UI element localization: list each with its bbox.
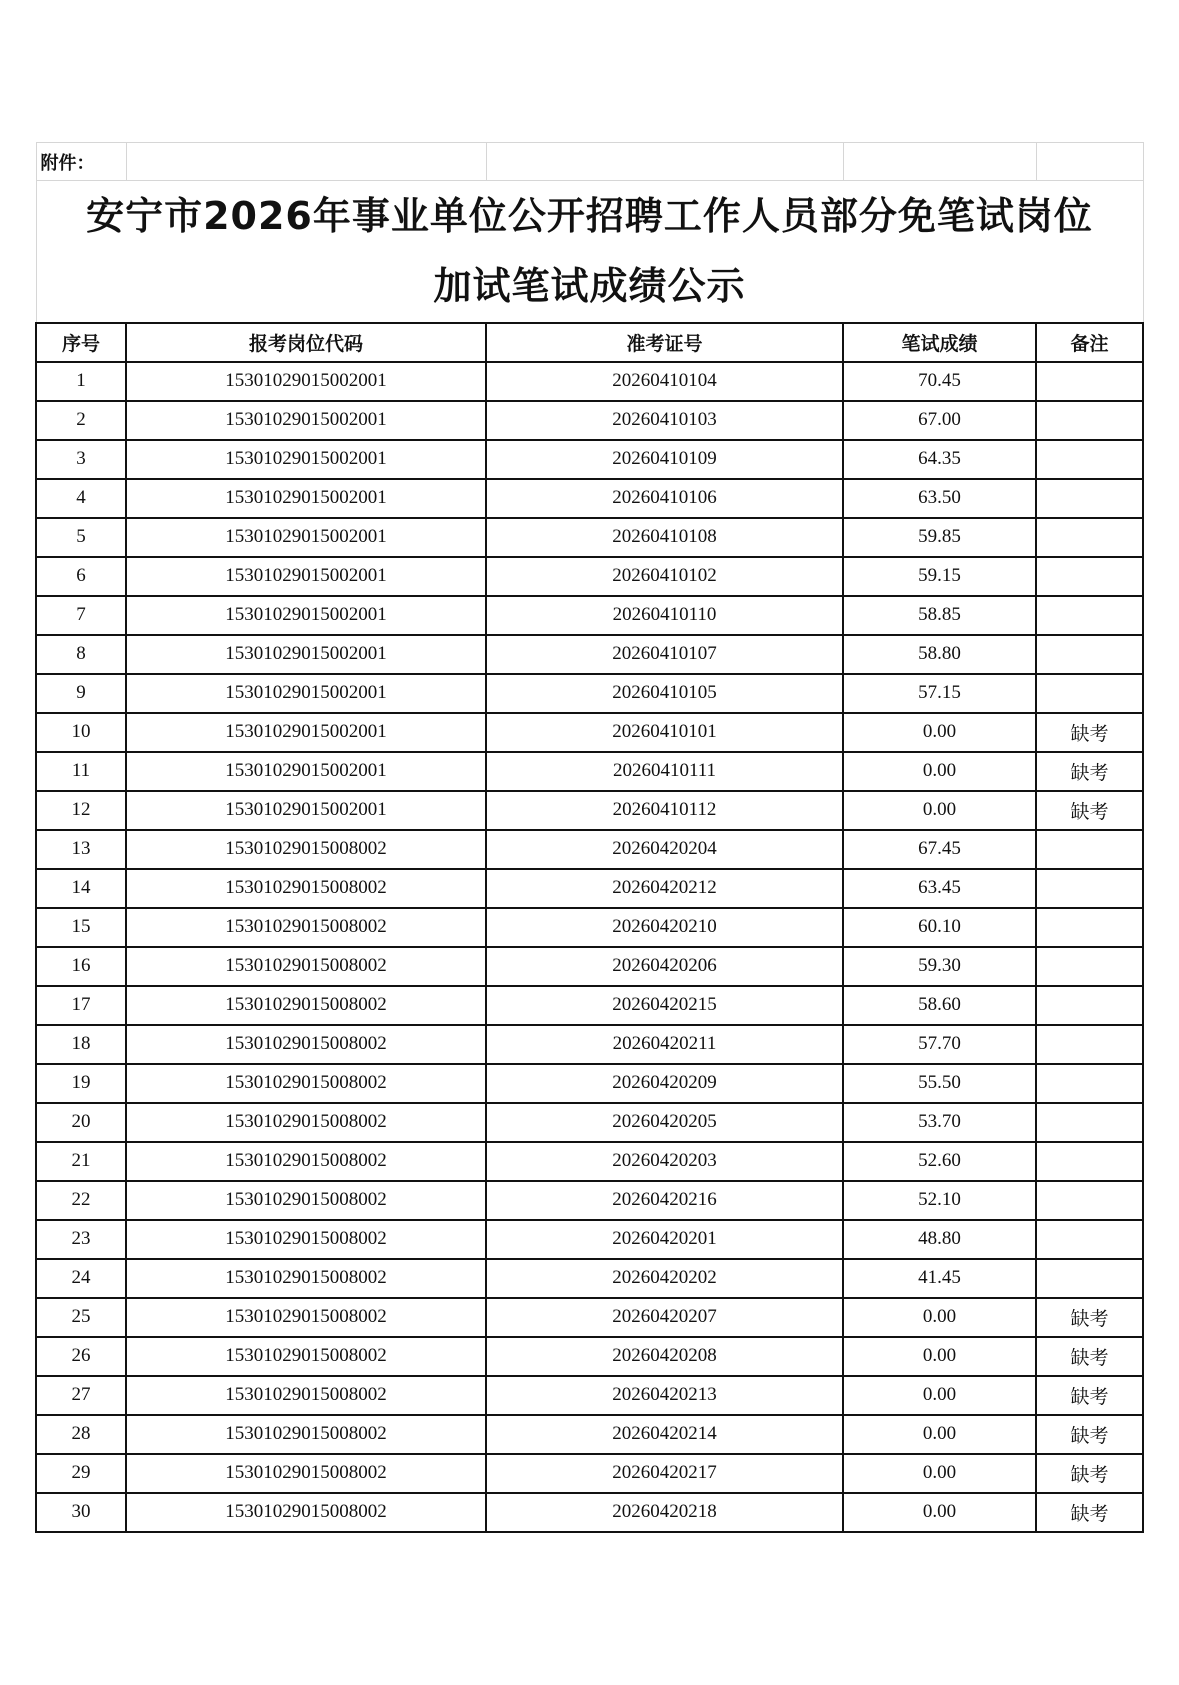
- cell-no: 13: [36, 830, 126, 869]
- cell-ticket-number: 20260420206: [486, 947, 843, 986]
- cell-position-code: 15301029015008002: [126, 1337, 486, 1376]
- cell-position-code: 15301029015008002: [126, 1493, 486, 1532]
- cell-remarks: [1036, 908, 1143, 947]
- table-row: [36, 986, 1143, 1025]
- table-row: [36, 1493, 1143, 1532]
- cell-position-code: 15301029015008002: [126, 1376, 486, 1415]
- cell-ticket-number: 20260410109: [486, 440, 843, 479]
- cell-ticket-number: 20260410101: [486, 713, 843, 752]
- cell-position-code: 15301029015008002: [126, 1220, 486, 1259]
- cell-no: 27: [36, 1376, 126, 1415]
- cell-ticket-number: 20260420204: [486, 830, 843, 869]
- cell-written-score: 60.10: [843, 908, 1036, 947]
- cell-remarks: [1036, 1259, 1143, 1298]
- cell-position-code: 15301029015002001: [126, 713, 486, 752]
- cell-written-score: 64.35: [843, 440, 1036, 479]
- cell-remarks: [1036, 1220, 1143, 1259]
- cell-no: 8: [36, 635, 126, 674]
- title-line-2: 加试笔试成绩公示: [433, 264, 746, 309]
- cell-position-code: 15301029015008002: [126, 1298, 486, 1337]
- cell-no: 22: [36, 1181, 126, 1220]
- cell-written-score: 59.15: [843, 557, 1036, 596]
- cell-position-code: 15301029015008002: [126, 1181, 486, 1220]
- cell-ticket-number: 20260410110: [486, 596, 843, 635]
- table-row: [36, 1259, 1143, 1298]
- cell-no: 10: [36, 713, 126, 752]
- cell-written-score: 59.85: [843, 518, 1036, 557]
- cell-position-code: 15301029015002001: [126, 479, 486, 518]
- cell-no: 26: [36, 1337, 126, 1376]
- cell-position-code: 15301029015008002: [126, 1064, 486, 1103]
- cell-ticket-number: 20260410107: [486, 635, 843, 674]
- table-row: [36, 1298, 1143, 1337]
- table-row: [36, 1025, 1143, 1064]
- table-row: [36, 752, 1143, 791]
- cell-written-score: 48.80: [843, 1220, 1036, 1259]
- cell-ticket-number: 20260420205: [486, 1103, 843, 1142]
- cell-written-score: 52.10: [843, 1181, 1036, 1220]
- cell-ticket-number: 20260420217: [486, 1454, 843, 1493]
- cell-position-code: 15301029015002001: [126, 674, 486, 713]
- cell-remarks: 缺考: [1036, 1493, 1143, 1532]
- cell-position-code: 15301029015002001: [126, 596, 486, 635]
- cell-written-score: 0.00: [843, 1493, 1036, 1532]
- cell-ticket-number: 20260420202: [486, 1259, 843, 1298]
- table-row: [36, 1181, 1143, 1220]
- cell-ticket-number: 20260410103: [486, 401, 843, 440]
- cell-ticket-number: 20260420211: [486, 1025, 843, 1064]
- cell-position-code: 15301029015002001: [126, 752, 486, 791]
- cell-written-score: 58.85: [843, 596, 1036, 635]
- cell-remarks: [1036, 401, 1143, 440]
- empty-cell: [1036, 143, 1143, 181]
- cell-remarks: [1036, 830, 1143, 869]
- cell-ticket-number: 20260420214: [486, 1415, 843, 1454]
- table-row: [36, 635, 1143, 674]
- cell-remarks: 缺考: [1036, 1415, 1143, 1454]
- header-row: [36, 323, 1143, 362]
- cell-remarks: [1036, 1181, 1143, 1220]
- cell-written-score: 57.70: [843, 1025, 1036, 1064]
- cell-position-code: 15301029015008002: [126, 908, 486, 947]
- document-title: [36, 181, 1143, 323]
- cell-ticket-number: 20260420210: [486, 908, 843, 947]
- table-row: [36, 401, 1143, 440]
- cell-remarks: [1036, 518, 1143, 557]
- table-row: [36, 1142, 1143, 1181]
- cell-remarks: [1036, 557, 1143, 596]
- cell-no: 7: [36, 596, 126, 635]
- cell-written-score: 67.45: [843, 830, 1036, 869]
- cell-position-code: 15301029015008002: [126, 947, 486, 986]
- cell-position-code: 15301029015008002: [126, 1259, 486, 1298]
- cell-no: 23: [36, 1220, 126, 1259]
- cell-written-score: 57.15: [843, 674, 1036, 713]
- table-row: [36, 362, 1143, 401]
- cell-ticket-number: 20260420213: [486, 1376, 843, 1415]
- attachment-label: 附件：: [36, 143, 126, 181]
- cell-no: 29: [36, 1454, 126, 1493]
- cell-written-score: 0.00: [843, 1376, 1036, 1415]
- cell-position-code: 15301029015002001: [126, 791, 486, 830]
- cell-no: 18: [36, 1025, 126, 1064]
- cell-no: 11: [36, 752, 126, 791]
- column-header-remarks: 备注: [1036, 323, 1143, 362]
- cell-ticket-number: 20260420216: [486, 1181, 843, 1220]
- cell-no: 6: [36, 557, 126, 596]
- table-row: [36, 1337, 1143, 1376]
- table-row: [36, 791, 1143, 830]
- cell-written-score: 63.50: [843, 479, 1036, 518]
- cell-position-code: 15301029015002001: [126, 401, 486, 440]
- cell-position-code: 15301029015002001: [126, 557, 486, 596]
- cell-no: 15: [36, 908, 126, 947]
- cell-written-score: 53.70: [843, 1103, 1036, 1142]
- cell-remarks: 缺考: [1036, 1337, 1143, 1376]
- cell-ticket-number: 20260420208: [486, 1337, 843, 1376]
- cell-position-code: 15301029015008002: [126, 1454, 486, 1493]
- cell-written-score: 0.00: [843, 1454, 1036, 1493]
- table-row: [36, 713, 1143, 752]
- cell-remarks: 缺考: [1036, 713, 1143, 752]
- table-row: [36, 596, 1143, 635]
- table-row: [36, 1064, 1143, 1103]
- table-row: [36, 1376, 1143, 1415]
- cell-remarks: [1036, 362, 1143, 401]
- cell-written-score: 0.00: [843, 791, 1036, 830]
- cell-remarks: [1036, 869, 1143, 908]
- cell-position-code: 15301029015002001: [126, 518, 486, 557]
- cell-position-code: 15301029015008002: [126, 1415, 486, 1454]
- cell-no: 5: [36, 518, 126, 557]
- cell-position-code: 15301029015008002: [126, 986, 486, 1025]
- cell-remarks: [1036, 986, 1143, 1025]
- column-header-no: 序号: [36, 323, 126, 362]
- cell-ticket-number: 20260420215: [486, 986, 843, 1025]
- cell-position-code: 15301029015008002: [126, 1103, 486, 1142]
- cell-written-score: 0.00: [843, 1298, 1036, 1337]
- attachment-row: [36, 143, 1143, 181]
- cell-remarks: 缺考: [1036, 1376, 1143, 1415]
- cell-no: 1: [36, 362, 126, 401]
- table-row: [36, 440, 1143, 479]
- cell-written-score: 63.45: [843, 869, 1036, 908]
- cell-written-score: 0.00: [843, 1415, 1036, 1454]
- cell-remarks: [1036, 596, 1143, 635]
- cell-remarks: [1036, 635, 1143, 674]
- table-row: [36, 830, 1143, 869]
- title-line-1: 安宁市2026年事业单位公开招聘工作人员部分免笔试岗位: [86, 194, 1093, 239]
- table-row: [36, 674, 1143, 713]
- cell-position-code: 15301029015008002: [126, 830, 486, 869]
- column-header-position-code: 报考岗位代码: [126, 323, 486, 362]
- table-row: [36, 908, 1143, 947]
- cell-remarks: [1036, 674, 1143, 713]
- cell-ticket-number: 20260420209: [486, 1064, 843, 1103]
- table-row: [36, 947, 1143, 986]
- cell-remarks: [1036, 1025, 1143, 1064]
- cell-written-score: 55.50: [843, 1064, 1036, 1103]
- column-header-written-score: 笔试成绩: [843, 323, 1036, 362]
- cell-ticket-number: 20260410108: [486, 518, 843, 557]
- cell-written-score: 67.00: [843, 401, 1036, 440]
- cell-ticket-number: 20260420201: [486, 1220, 843, 1259]
- cell-remarks: [1036, 1064, 1143, 1103]
- cell-remarks: [1036, 1142, 1143, 1181]
- table-row: [36, 518, 1143, 557]
- cell-written-score: 58.60: [843, 986, 1036, 1025]
- cell-position-code: 15301029015002001: [126, 635, 486, 674]
- cell-no: 19: [36, 1064, 126, 1103]
- cell-ticket-number: 20260410111: [486, 752, 843, 791]
- cell-written-score: 41.45: [843, 1259, 1036, 1298]
- table-row: [36, 869, 1143, 908]
- cell-no: 21: [36, 1142, 126, 1181]
- cell-written-score: 58.80: [843, 635, 1036, 674]
- table-row: [36, 1415, 1143, 1454]
- cell-ticket-number: 20260420207: [486, 1298, 843, 1337]
- table-row: [36, 1103, 1143, 1142]
- results-table-body: [36, 143, 1143, 1532]
- cell-no: 24: [36, 1259, 126, 1298]
- cell-ticket-number: 20260410105: [486, 674, 843, 713]
- cell-no: 17: [36, 986, 126, 1025]
- cell-written-score: 0.00: [843, 752, 1036, 791]
- cell-remarks: 缺考: [1036, 1298, 1143, 1337]
- cell-ticket-number: 20260410106: [486, 479, 843, 518]
- cell-no: 2: [36, 401, 126, 440]
- cell-written-score: 0.00: [843, 1337, 1036, 1376]
- cell-no: 20: [36, 1103, 126, 1142]
- cell-position-code: 15301029015008002: [126, 1142, 486, 1181]
- cell-no: 25: [36, 1298, 126, 1337]
- cell-ticket-number: 20260410102: [486, 557, 843, 596]
- cell-written-score: 52.60: [843, 1142, 1036, 1181]
- column-header-ticket-number: 准考证号: [486, 323, 843, 362]
- cell-position-code: 15301029015002001: [126, 362, 486, 401]
- cell-no: 12: [36, 791, 126, 830]
- empty-cell: [126, 143, 486, 181]
- cell-remarks: [1036, 1103, 1143, 1142]
- empty-cell: [486, 143, 843, 181]
- cell-no: 16: [36, 947, 126, 986]
- table-row: [36, 1220, 1143, 1259]
- cell-written-score: 59.30: [843, 947, 1036, 986]
- title-row: [36, 181, 1143, 323]
- cell-ticket-number: 20260410104: [486, 362, 843, 401]
- cell-no: 4: [36, 479, 126, 518]
- cell-written-score: 0.00: [843, 713, 1036, 752]
- cell-position-code: 15301029015008002: [126, 1025, 486, 1064]
- cell-ticket-number: 20260420218: [486, 1493, 843, 1532]
- cell-no: 30: [36, 1493, 126, 1532]
- cell-remarks: [1036, 947, 1143, 986]
- cell-no: 3: [36, 440, 126, 479]
- cell-remarks: 缺考: [1036, 791, 1143, 830]
- cell-remarks: 缺考: [1036, 752, 1143, 791]
- table-row: [36, 1454, 1143, 1493]
- cell-ticket-number: 20260410112: [486, 791, 843, 830]
- results-table: [35, 142, 1144, 1533]
- cell-remarks: 缺考: [1036, 1454, 1143, 1493]
- cell-written-score: 70.45: [843, 362, 1036, 401]
- cell-no: 9: [36, 674, 126, 713]
- cell-remarks: [1036, 440, 1143, 479]
- cell-no: 14: [36, 869, 126, 908]
- table-row: [36, 479, 1143, 518]
- cell-position-code: 15301029015008002: [126, 869, 486, 908]
- cell-ticket-number: 20260420203: [486, 1142, 843, 1181]
- table-row: [36, 557, 1143, 596]
- cell-ticket-number: 20260420212: [486, 869, 843, 908]
- cell-position-code: 15301029015002001: [126, 440, 486, 479]
- empty-cell: [843, 143, 1036, 181]
- cell-no: 28: [36, 1415, 126, 1454]
- cell-remarks: [1036, 479, 1143, 518]
